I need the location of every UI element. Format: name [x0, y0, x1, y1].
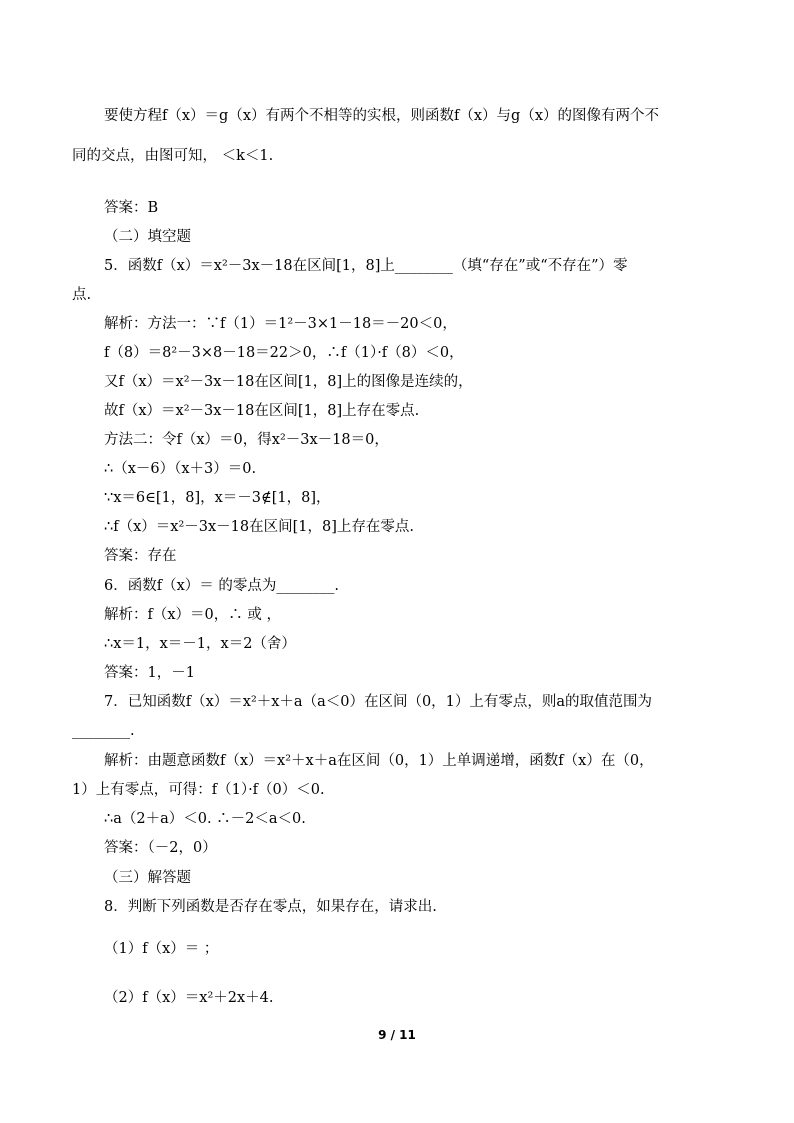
text-line: ∴f（x）＝x²－3x－18在区间[1，8]上存在零点.	[104, 519, 414, 535]
question-5: 5．函数f（x）＝x²－3x－18在区间[1，8]上________（填“存在”或“不存在”）零	[104, 258, 628, 274]
text-line: 答案：（－2，0）	[104, 840, 217, 856]
section-heading: （二）填空题	[104, 229, 191, 245]
text-line: f（8）＝8²－3×8－18＝22＞0，∴f（1）·f（8）＜0，	[104, 345, 464, 361]
text-line: 同的交点，由图可知， ＜k＜1.	[72, 148, 274, 164]
text-line: 方法二：令f（x）＝0，得x²－3x－18＝0，	[104, 432, 389, 448]
text-line: 答案：B	[104, 200, 159, 216]
text-line: （1）f（x）＝ ；	[104, 941, 219, 957]
text-line: 又f（x）＝x²－3x－18在区间[1，8]上的图像是连续的，	[104, 374, 473, 390]
text-line: 答案：1，－1	[104, 665, 195, 681]
text-line: ________.	[72, 723, 135, 739]
section-heading: （三）解答题	[104, 870, 191, 886]
text-line: 1）上有零点，可得：f（1）·f（0）＜0.	[72, 782, 325, 798]
text-line: ∴a（2＋a）＜0. ∴－2＜a＜0.	[104, 811, 306, 827]
text-line: ∴（x－6）（x＋3）＝0.	[104, 461, 257, 477]
question-8: 8．判断下列函数是否存在零点，如果存在，请求出.	[104, 899, 437, 915]
text-line: （2）f（x）＝x²＋2x＋4.	[104, 990, 274, 1006]
text-line: 解析：由题意函数f（x）＝x²＋x＋a在区间（0，1）上单调递增，函数f（x）在（0，	[104, 753, 654, 769]
text-line: 解析：方法一：∵f（1）＝1²－3×1－18＝－20＜0，	[104, 316, 457, 332]
page-number: 9 / 11	[378, 1028, 416, 1042]
text-line: 答案：存在	[104, 548, 177, 564]
question-6: 6．函数f（x）＝ 的零点为________.	[104, 578, 339, 594]
text-line: 故f（x）＝x²－3x－18在区间[1，8]上存在零点.	[104, 403, 420, 419]
text-line: ∴x＝1，x＝－1，x＝2（舍）	[104, 636, 296, 652]
text-line: ∵x＝6∈[1，8]，x＝－3∉[1，8]，	[104, 490, 331, 506]
question-7: 7．已知函数f（x）＝x²＋x＋a（a＜0）在区间（0，1）上有零点，则a的取值范围为	[104, 694, 653, 710]
text-line: 要使方程f（x）＝g（x）有两个不相等的实根，则函数f（x）与g（x）的图像有两个不	[104, 108, 660, 124]
text-line: 解析：f（x）＝0，∴ 或 ，	[104, 607, 281, 623]
text-line: 点.	[72, 287, 92, 303]
